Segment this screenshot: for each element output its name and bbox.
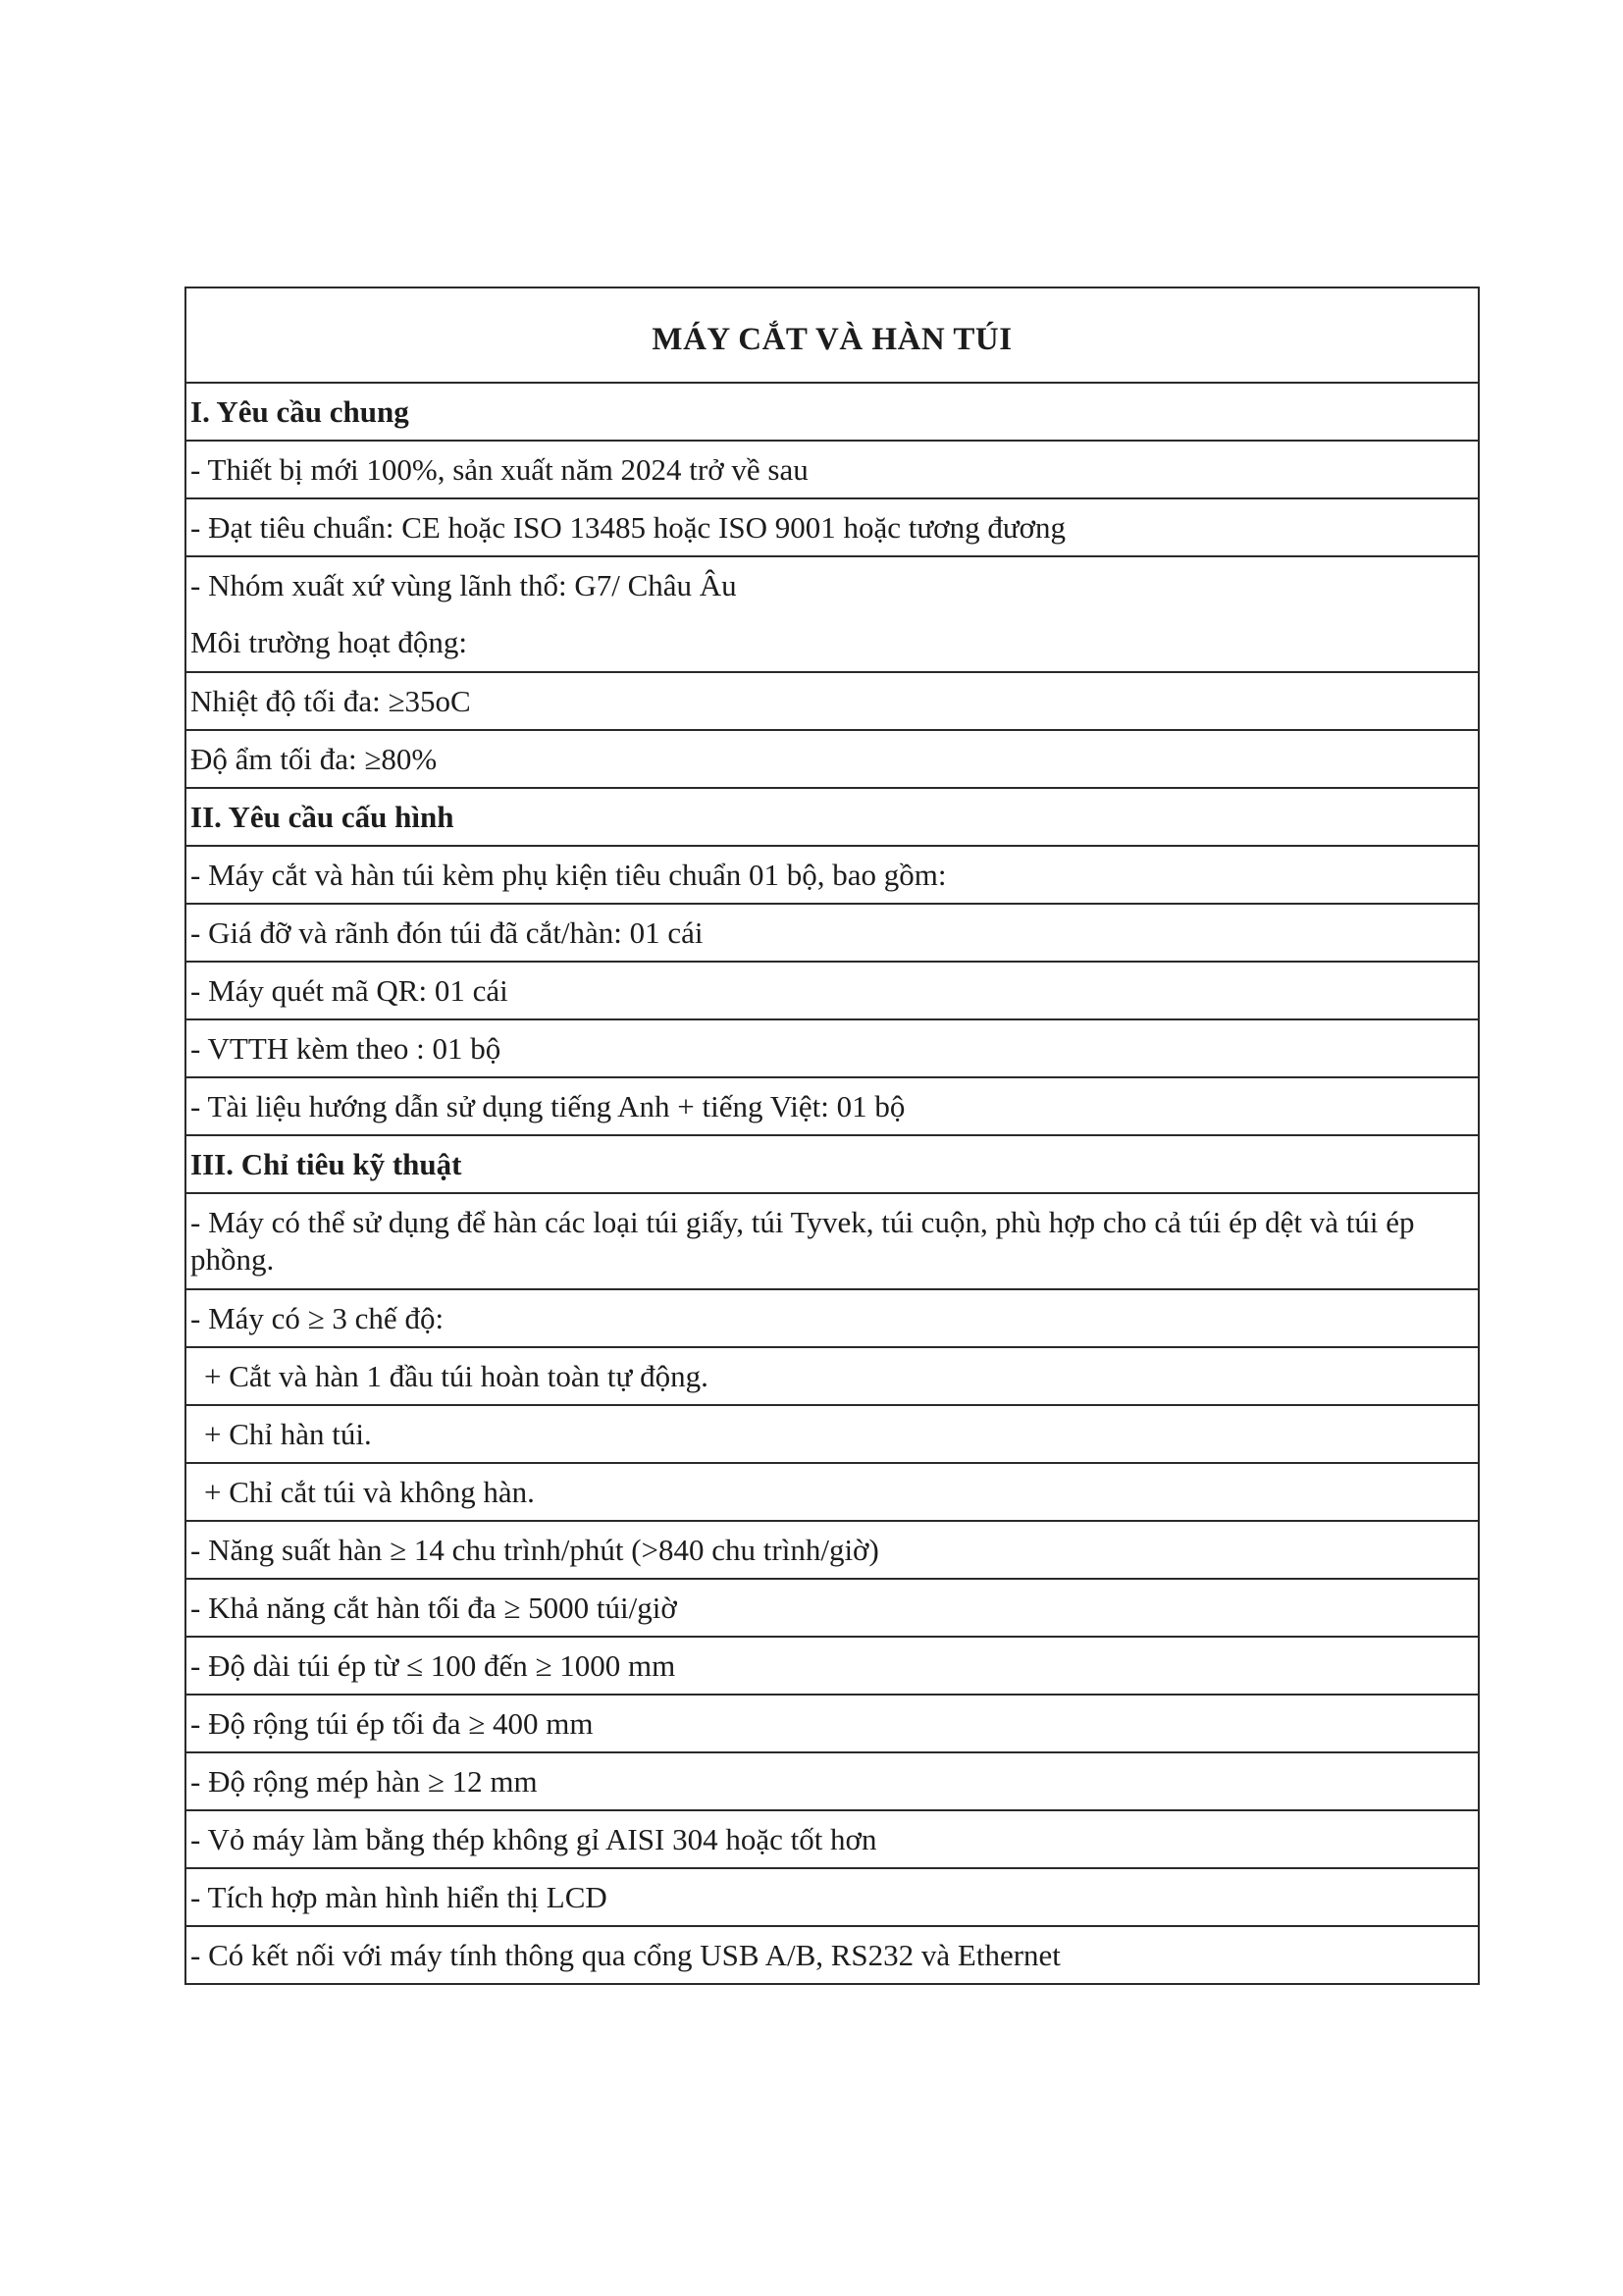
- row-text: - Độ rộng túi ép tối đa ≥ 400 mm: [185, 1695, 1479, 1752]
- section-row: [185, 788, 1479, 846]
- table-row: [185, 1868, 1479, 1926]
- row-text: Môi trường hoạt động:: [185, 614, 1479, 672]
- row-text: - Khả năng cắt hàn tối đa ≥ 5000 túi/giờ: [185, 1579, 1479, 1637]
- table-row: [185, 1695, 1479, 1752]
- section-heading-technical: III. Chỉ tiêu kỹ thuật: [185, 1135, 1479, 1193]
- row-text: - Đạt tiêu chuẩn: CE hoặc ISO 13485 hoặc ISO 9001 hoặc tương đương: [185, 498, 1479, 556]
- table-row: [185, 1289, 1479, 1347]
- spec-table-body: [185, 287, 1479, 1984]
- row-text: - Giá đỡ và rãnh đón túi đã cắt/hàn: 01 cái: [185, 904, 1479, 962]
- row-text: - Máy cắt và hàn túi kèm phụ kiện tiêu chuẩn 01 bộ, bao gồm:: [185, 846, 1479, 904]
- table-row: [185, 962, 1479, 1019]
- table-row: [185, 730, 1479, 788]
- table-row: [185, 1752, 1479, 1810]
- row-text: - Độ rộng mép hàn ≥ 12 mm: [185, 1752, 1479, 1810]
- row-text: - Tài liệu hướng dẫn sử dụng tiếng Anh + tiếng Việt: 01 bộ: [185, 1077, 1479, 1135]
- table-row: [185, 498, 1479, 556]
- table-row: [185, 1019, 1479, 1077]
- table-row: [185, 1579, 1479, 1637]
- row-text: - Thiết bị mới 100%, sản xuất năm 2024 trở về sau: [185, 441, 1479, 498]
- table-row: [185, 1077, 1479, 1135]
- row-text: - Năng suất hàn ≥ 14 chu trình/phút (>840 chu trình/giờ): [185, 1521, 1479, 1579]
- table-row: [185, 1926, 1479, 1984]
- section-row: [185, 383, 1479, 441]
- table-row: [185, 1521, 1479, 1579]
- row-text: + Cắt và hàn 1 đầu túi hoàn toàn tự động.: [185, 1347, 1479, 1405]
- row-text: + Chỉ hàn túi.: [185, 1405, 1479, 1463]
- row-text: - Vỏ máy làm bằng thép không gỉ AISI 304 hoặc tốt hơn: [185, 1810, 1479, 1868]
- row-text: - Có kết nối với máy tính thông qua cổng USB A/B, RS232 và Ethernet: [185, 1926, 1479, 1984]
- table-row: [185, 846, 1479, 904]
- row-text: - Nhóm xuất xứ vùng lãnh thổ: G7/ Châu Âu: [185, 556, 1479, 614]
- table-row: [185, 1347, 1479, 1405]
- table-row: [185, 556, 1479, 614]
- document-title: MÁY CẮT VÀ HÀN TÚI: [185, 287, 1479, 383]
- row-text: - Máy có ≥ 3 chế độ:: [185, 1289, 1479, 1347]
- table-row: [185, 1405, 1479, 1463]
- row-text: Độ ẩm tối đa: ≥80%: [185, 730, 1479, 788]
- table-row: [185, 904, 1479, 962]
- table-row: [185, 614, 1479, 672]
- table-row: [185, 1637, 1479, 1695]
- row-text: - Máy quét mã QR: 01 cái: [185, 962, 1479, 1019]
- section-row: [185, 1135, 1479, 1193]
- row-text: + Chỉ cắt túi và không hàn.: [185, 1463, 1479, 1521]
- section-heading-configuration: II. Yêu cầu cấu hình: [185, 788, 1479, 846]
- title-row: [185, 287, 1479, 383]
- row-text: - Máy có thể sử dụng để hàn các loại túi giấy, túi Tyvek, túi cuộn, phù hợp cho cả túi ép dệt và túi ép phồng.: [185, 1193, 1479, 1289]
- row-text: - VTTH kèm theo : 01 bộ: [185, 1019, 1479, 1077]
- table-row: [185, 672, 1479, 730]
- table-row: [185, 441, 1479, 498]
- row-text: - Độ dài túi ép từ ≤ 100 đến ≥ 1000 mm: [185, 1637, 1479, 1695]
- row-text: Nhiệt độ tối đa: ≥35oC: [185, 672, 1479, 730]
- table-row: [185, 1193, 1479, 1289]
- section-heading-general: I. Yêu cầu chung: [185, 383, 1479, 441]
- table-row: [185, 1463, 1479, 1521]
- table-row: [185, 1810, 1479, 1868]
- row-text: - Tích hợp màn hình hiển thị LCD: [185, 1868, 1479, 1926]
- spec-table: [184, 287, 1480, 1985]
